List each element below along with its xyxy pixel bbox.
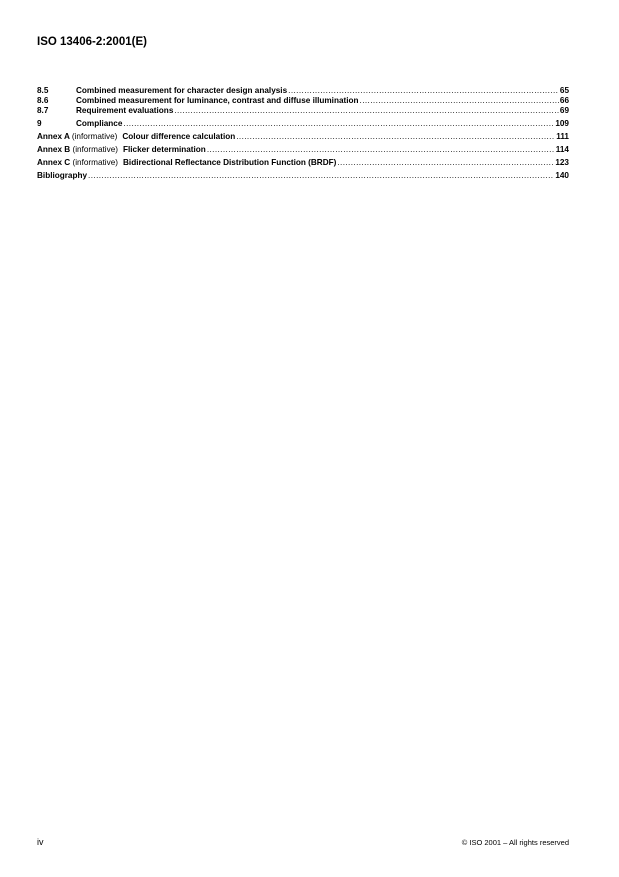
toc-annex-note: (informative) — [71, 132, 118, 141]
toc-entry-page: 66 — [559, 96, 569, 105]
toc-annex-note: (informative) — [72, 158, 118, 167]
toc-dot-leader — [207, 145, 555, 155]
toc-entry-8-5[interactable] — [37, 86, 569, 96]
toc-entry-page: 140 — [555, 171, 569, 180]
toc-entry-number: 8.6 — [37, 96, 49, 105]
toc-entry-number: 8.7 — [37, 106, 49, 115]
toc-entry-page: 65 — [559, 86, 569, 95]
toc-entry-page: 114 — [555, 145, 569, 154]
table-of-contents — [37, 86, 569, 181]
toc-annex-id: Annex B — [37, 145, 71, 154]
toc-entry-9[interactable] — [37, 119, 569, 129]
toc-bibliography[interactable] — [37, 171, 569, 181]
toc-entry-page: 123 — [555, 158, 569, 167]
toc-entry-title: Combined measurement for luminance, contrast and diffuse illumination — [76, 96, 359, 105]
toc-annex-note: (informative) — [72, 145, 118, 154]
toc-entry-8-7[interactable] — [37, 106, 569, 116]
toc-dot-leader — [288, 86, 559, 96]
toc-annex-label — [37, 145, 118, 155]
toc-entry-page: 109 — [555, 119, 569, 128]
toc-annex-b[interactable] — [37, 145, 569, 155]
document-id-header: ISO 13406-2:2001(E) — [37, 36, 147, 48]
toc-entry-title: Compliance — [76, 119, 123, 128]
toc-dot-leader — [174, 106, 559, 116]
toc-entry-title: Bibliography — [37, 171, 88, 180]
toc-entry-8-6[interactable] — [37, 96, 569, 106]
toc-dot-leader — [88, 171, 554, 181]
toc-annex-a[interactable] — [37, 132, 569, 142]
toc-entry-number: 8.5 — [37, 86, 49, 95]
page-number: iv — [37, 837, 44, 847]
toc-annex-label — [37, 132, 117, 142]
toc-entry-title: Bidirectional Reflectance Distribution Function (BRDF) — [123, 158, 337, 167]
toc-annex-id: Annex C — [37, 158, 71, 167]
toc-annex-label — [37, 158, 118, 168]
toc-entry-number: 9 — [37, 119, 42, 128]
toc-annex-id: Annex A — [37, 132, 70, 141]
toc-dot-leader — [236, 132, 555, 142]
toc-dot-leader — [123, 119, 554, 129]
toc-entry-title: Colour difference calculation — [122, 132, 236, 141]
toc-entry-title: Flicker determination — [123, 145, 206, 154]
toc-entry-page: 111 — [556, 132, 569, 141]
toc-dot-leader — [337, 158, 554, 168]
toc-entry-title: Combined measurement for character design analysis — [76, 86, 288, 95]
copyright-notice: © ISO 2001 – All rights reserved — [461, 838, 569, 847]
toc-annex-c[interactable] — [37, 158, 569, 168]
toc-entry-page: 69 — [559, 106, 569, 115]
toc-dot-leader — [360, 96, 559, 106]
toc-entry-title: Requirement evaluations — [76, 106, 174, 115]
